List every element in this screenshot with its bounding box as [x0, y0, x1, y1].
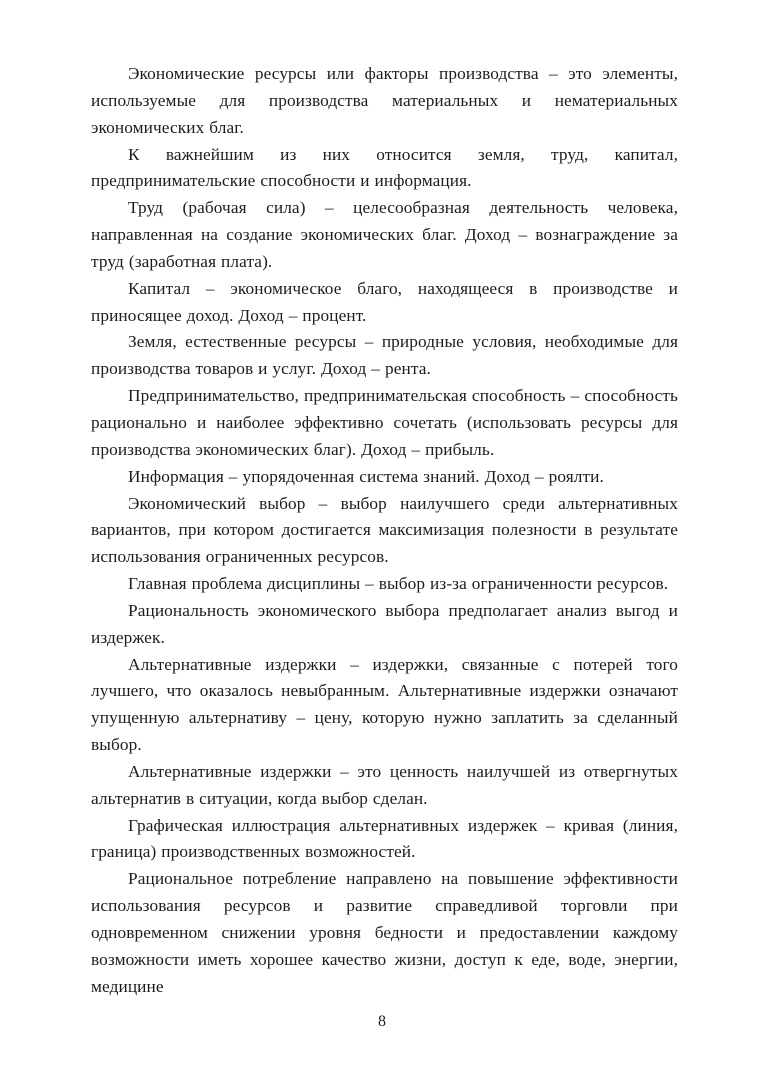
paragraph: Графическая иллюстрация альтернативных издержек – кривая (линия, граница) производственных возможностей. [91, 815, 678, 862]
paragraph: Альтернативные издержки – издержки, связанные с потерей того лучшего, что оказалось невыбранным. Альтернативные издержки означают упущенную альтернативу – цену, которую нужно заплатить за сделанный выбор. [91, 654, 678, 755]
paragraph: Альтернативные издержки – это ценность наилучшей из отвергнутых альтернатив в ситуации, когда выбор сделан. [91, 761, 678, 808]
page-number: 8 [378, 1013, 386, 1030]
text-content [91, 61, 678, 1001]
paragraph: Труд (рабочая сила) – целесообразная деятельность человека, направленная на создание экономических благ. Доход – вознаграждение за труд (заработная плата). [91, 198, 678, 271]
paragraph: Капитал – экономическое благо, находящееся в производстве и приносящее доход. Доход – процент. [91, 278, 678, 325]
paragraph: Экономический выбор – выбор наилучшего среди альтернативных вариантов, при котором достигается максимизация полезности в результате использования ограниченных ресурсов. [91, 493, 678, 567]
paragraph: Рациональность экономического выбора предполагает анализ выгод и издержек. [91, 600, 678, 647]
paragraph: Предпринимательство, предпринимательская способность – способность рационально и наиболее эффективно сочетать (использовать ресурсы для производства экономических благ). Доход – прибыль. [91, 386, 678, 459]
paragraph: Главная проблема дисциплины – выбор из-за ограниченности ресурсов. [128, 574, 669, 594]
paragraph: Экономические ресурсы или факторы производства – это элементы, используемые для производства материальных и нематериальных экономических благ. [91, 64, 678, 137]
paragraph: Земля, естественные ресурсы – природные условия, необходимые для производства товаров и услуг. Доход – рента. [91, 332, 678, 379]
paragraph: К важнейшим из них относится земля, труд, капитал, предпринимательские способности и информация. [91, 144, 678, 191]
paragraph: Информация – упорядоченная система знаний. Доход – роялти. [128, 466, 604, 486]
paragraph: Рациональное потребление направлено на повышение эффективности использования ресурсов и развитие справедливой торговли при одновременном снижении уровня бедности и предоставлении каждому возможности иметь хорошее качество жизни, доступ к еде, воде, энергии, медицине [91, 869, 678, 996]
